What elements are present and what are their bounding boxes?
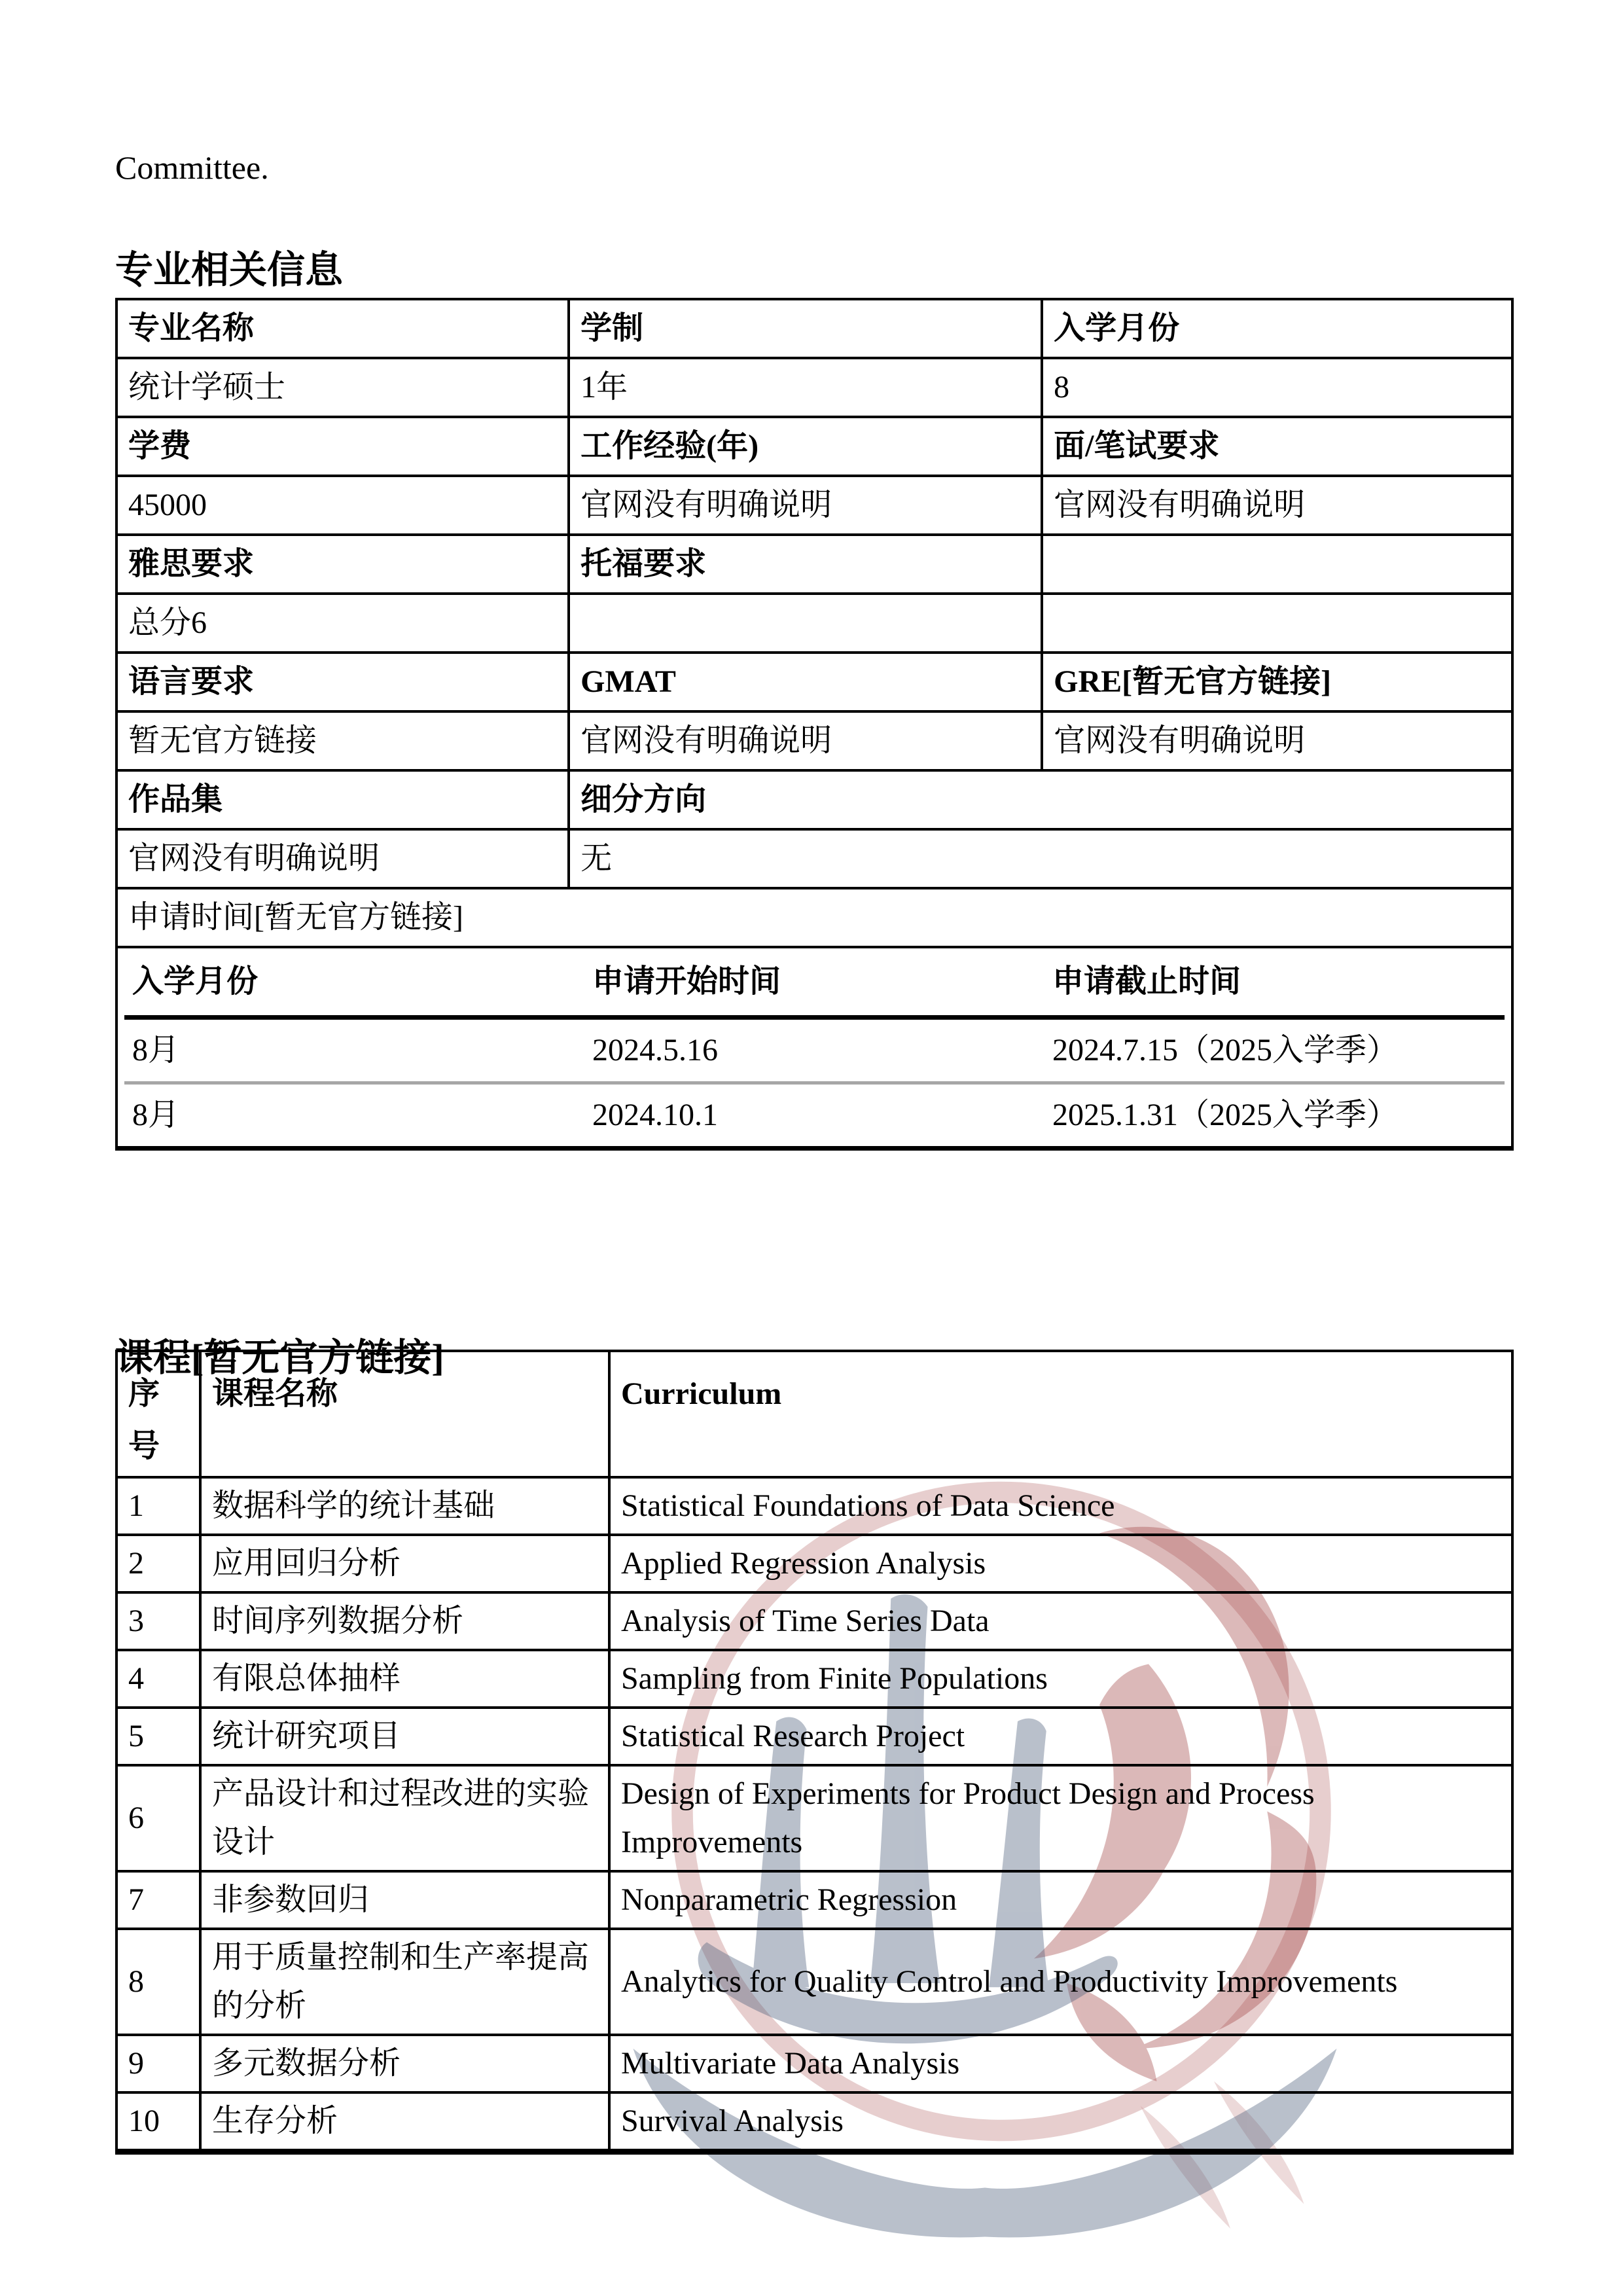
schedule-cell: 2025.1.31（2025入学季）	[1052, 1098, 1399, 1133]
course-name-cn: 有限总体抽样	[200, 1650, 609, 1708]
course-name-en: Applied Regression Analysis	[609, 1535, 1512, 1592]
table-cell: 官网没有明确说明	[569, 711, 1042, 770]
course-number: 10	[116, 2092, 200, 2152]
table-row	[116, 1535, 1512, 1592]
table-cell: 1年	[569, 358, 1042, 417]
table-row	[116, 594, 1512, 653]
table-header-cell: 语言要求	[116, 653, 569, 711]
table-header-cell: Curriculum	[609, 1351, 1512, 1477]
course-number: 8	[116, 1929, 200, 2035]
section-title-courses: 课程[暂无官方链接]	[115, 1336, 444, 1380]
course-name-cn: 用于质量控制和生产率提高的分析	[200, 1929, 609, 2035]
table-header-cell	[1042, 535, 1512, 594]
course-name-cn: 时间序列数据分析	[200, 1592, 609, 1650]
schedule-header-row	[124, 948, 1505, 1020]
table-row	[116, 1929, 1512, 2035]
course-name-cn: 应用回归分析	[200, 1535, 609, 1592]
table-cell	[1042, 594, 1512, 653]
table-row	[116, 2035, 1512, 2092]
course-name-en: Sampling from Finite Populations	[609, 1650, 1512, 1708]
table-cell: 官网没有明确说明	[569, 476, 1042, 535]
course-name-en: Statistical Research Project	[609, 1708, 1512, 1765]
schedule-cell: 8月	[132, 1033, 180, 1068]
table-row	[116, 888, 1512, 947]
schedule-row	[124, 1085, 1505, 1146]
table-row	[116, 358, 1512, 417]
course-number: 4	[116, 1650, 200, 1708]
table-cell: 暂无官方链接	[116, 711, 569, 770]
table-cell: 官网没有明确说明	[1042, 711, 1512, 770]
courses-table	[115, 1350, 1514, 2155]
table-row	[116, 770, 1512, 829]
schedule-cell: 2024.5.16	[592, 1033, 718, 1068]
course-name-en: Nonparametric Regression	[609, 1871, 1512, 1929]
table-header-cell: GRE[暂无官方链接]	[1042, 653, 1512, 711]
intro-text: Committee.	[115, 149, 269, 186]
course-number: 6	[116, 1765, 200, 1871]
table-row	[116, 711, 1512, 770]
course-name-cn: 数据科学的统计基础	[200, 1477, 609, 1535]
table-header-cell: 雅思要求	[116, 535, 569, 594]
course-name-en: Multivariate Data Analysis	[609, 2035, 1512, 2092]
table-row	[116, 947, 1512, 1149]
table-row	[116, 476, 1512, 535]
schedule-header-cell: 申请开始时间	[592, 964, 781, 999]
application-schedule-inner	[124, 948, 1505, 1146]
table-row	[116, 1477, 1512, 1535]
table-row	[116, 1592, 1512, 1650]
table-header-cell: 学制	[569, 299, 1042, 358]
program-info-table	[115, 298, 1514, 1151]
table-cell: 8	[1042, 358, 1512, 417]
table-row	[116, 2092, 1512, 2152]
course-name-cn: 统计研究项目	[200, 1708, 609, 1765]
schedule-row	[124, 1020, 1505, 1085]
table-row	[116, 299, 1512, 358]
course-number: 1	[116, 1477, 200, 1535]
course-name-en: Design of Experiments for Product Design and Process Improvements	[609, 1765, 1512, 1871]
table-header-cell: 细分方向	[569, 770, 1512, 829]
course-number: 2	[116, 1535, 200, 1592]
table-row	[116, 829, 1512, 888]
table-row	[116, 1708, 1512, 1765]
schedule-cell: 2024.10.1	[592, 1098, 718, 1133]
table-header-cell: 序号	[116, 1351, 200, 1477]
table-header-cell: 托福要求	[569, 535, 1042, 594]
section-title-program-info: 专业相关信息	[115, 249, 344, 292]
table-cell: 官网没有明确说明	[1042, 476, 1512, 535]
table-header-cell: 作品集	[116, 770, 569, 829]
schedule-header-cell: 入学月份	[132, 964, 259, 999]
table-header-cell: 课程名称	[200, 1351, 609, 1477]
table-cell: 统计学硕士	[116, 358, 569, 417]
schedule-cell: 8月	[132, 1098, 180, 1133]
course-name-en: Analysis of Time Series Data	[609, 1592, 1512, 1650]
course-name-cn: 生存分析	[200, 2092, 609, 2152]
table-row	[116, 1871, 1512, 1929]
table-cell	[569, 594, 1042, 653]
schedule-cell: 2024.7.15（2025入学季）	[1052, 1033, 1399, 1068]
table-cell: 45000	[116, 476, 569, 535]
table-header-cell: 专业名称	[116, 299, 569, 358]
course-number: 3	[116, 1592, 200, 1650]
table-row	[116, 653, 1512, 711]
table-header-cell: 面/笔试要求	[1042, 417, 1512, 476]
application-schedule	[116, 947, 1512, 1149]
course-name-cn: 产品设计和过程改进的实验设计	[200, 1765, 609, 1871]
table-header-cell: 工作经验(年)	[569, 417, 1042, 476]
table-cell: 总分6	[116, 594, 569, 653]
table-header-cell: GMAT	[569, 653, 1042, 711]
table-cell: 官网没有明确说明	[116, 829, 569, 888]
course-number: 5	[116, 1708, 200, 1765]
table-row	[116, 535, 1512, 594]
table-row	[116, 1765, 1512, 1871]
table-header-cell: 入学月份	[1042, 299, 1512, 358]
table-header-cell: 学费	[116, 417, 569, 476]
table-row	[116, 1351, 1512, 1477]
course-name-cn: 多元数据分析	[200, 2035, 609, 2092]
course-name-en: Analytics for Quality Control and Productivity Improvements	[609, 1929, 1512, 2035]
table-row	[116, 1650, 1512, 1708]
schedule-header-cell: 申请截止时间	[1052, 964, 1241, 999]
course-number: 7	[116, 1871, 200, 1929]
table-cell: 无	[569, 829, 1512, 888]
course-number: 9	[116, 2035, 200, 2092]
course-name-en: Survival Analysis	[609, 2092, 1512, 2152]
table-row	[116, 417, 1512, 476]
course-name-en: Statistical Foundations of Data Science	[609, 1477, 1512, 1535]
table-cell: 申请时间[暂无官方链接]	[116, 888, 1512, 947]
course-name-cn: 非参数回归	[200, 1871, 609, 1929]
